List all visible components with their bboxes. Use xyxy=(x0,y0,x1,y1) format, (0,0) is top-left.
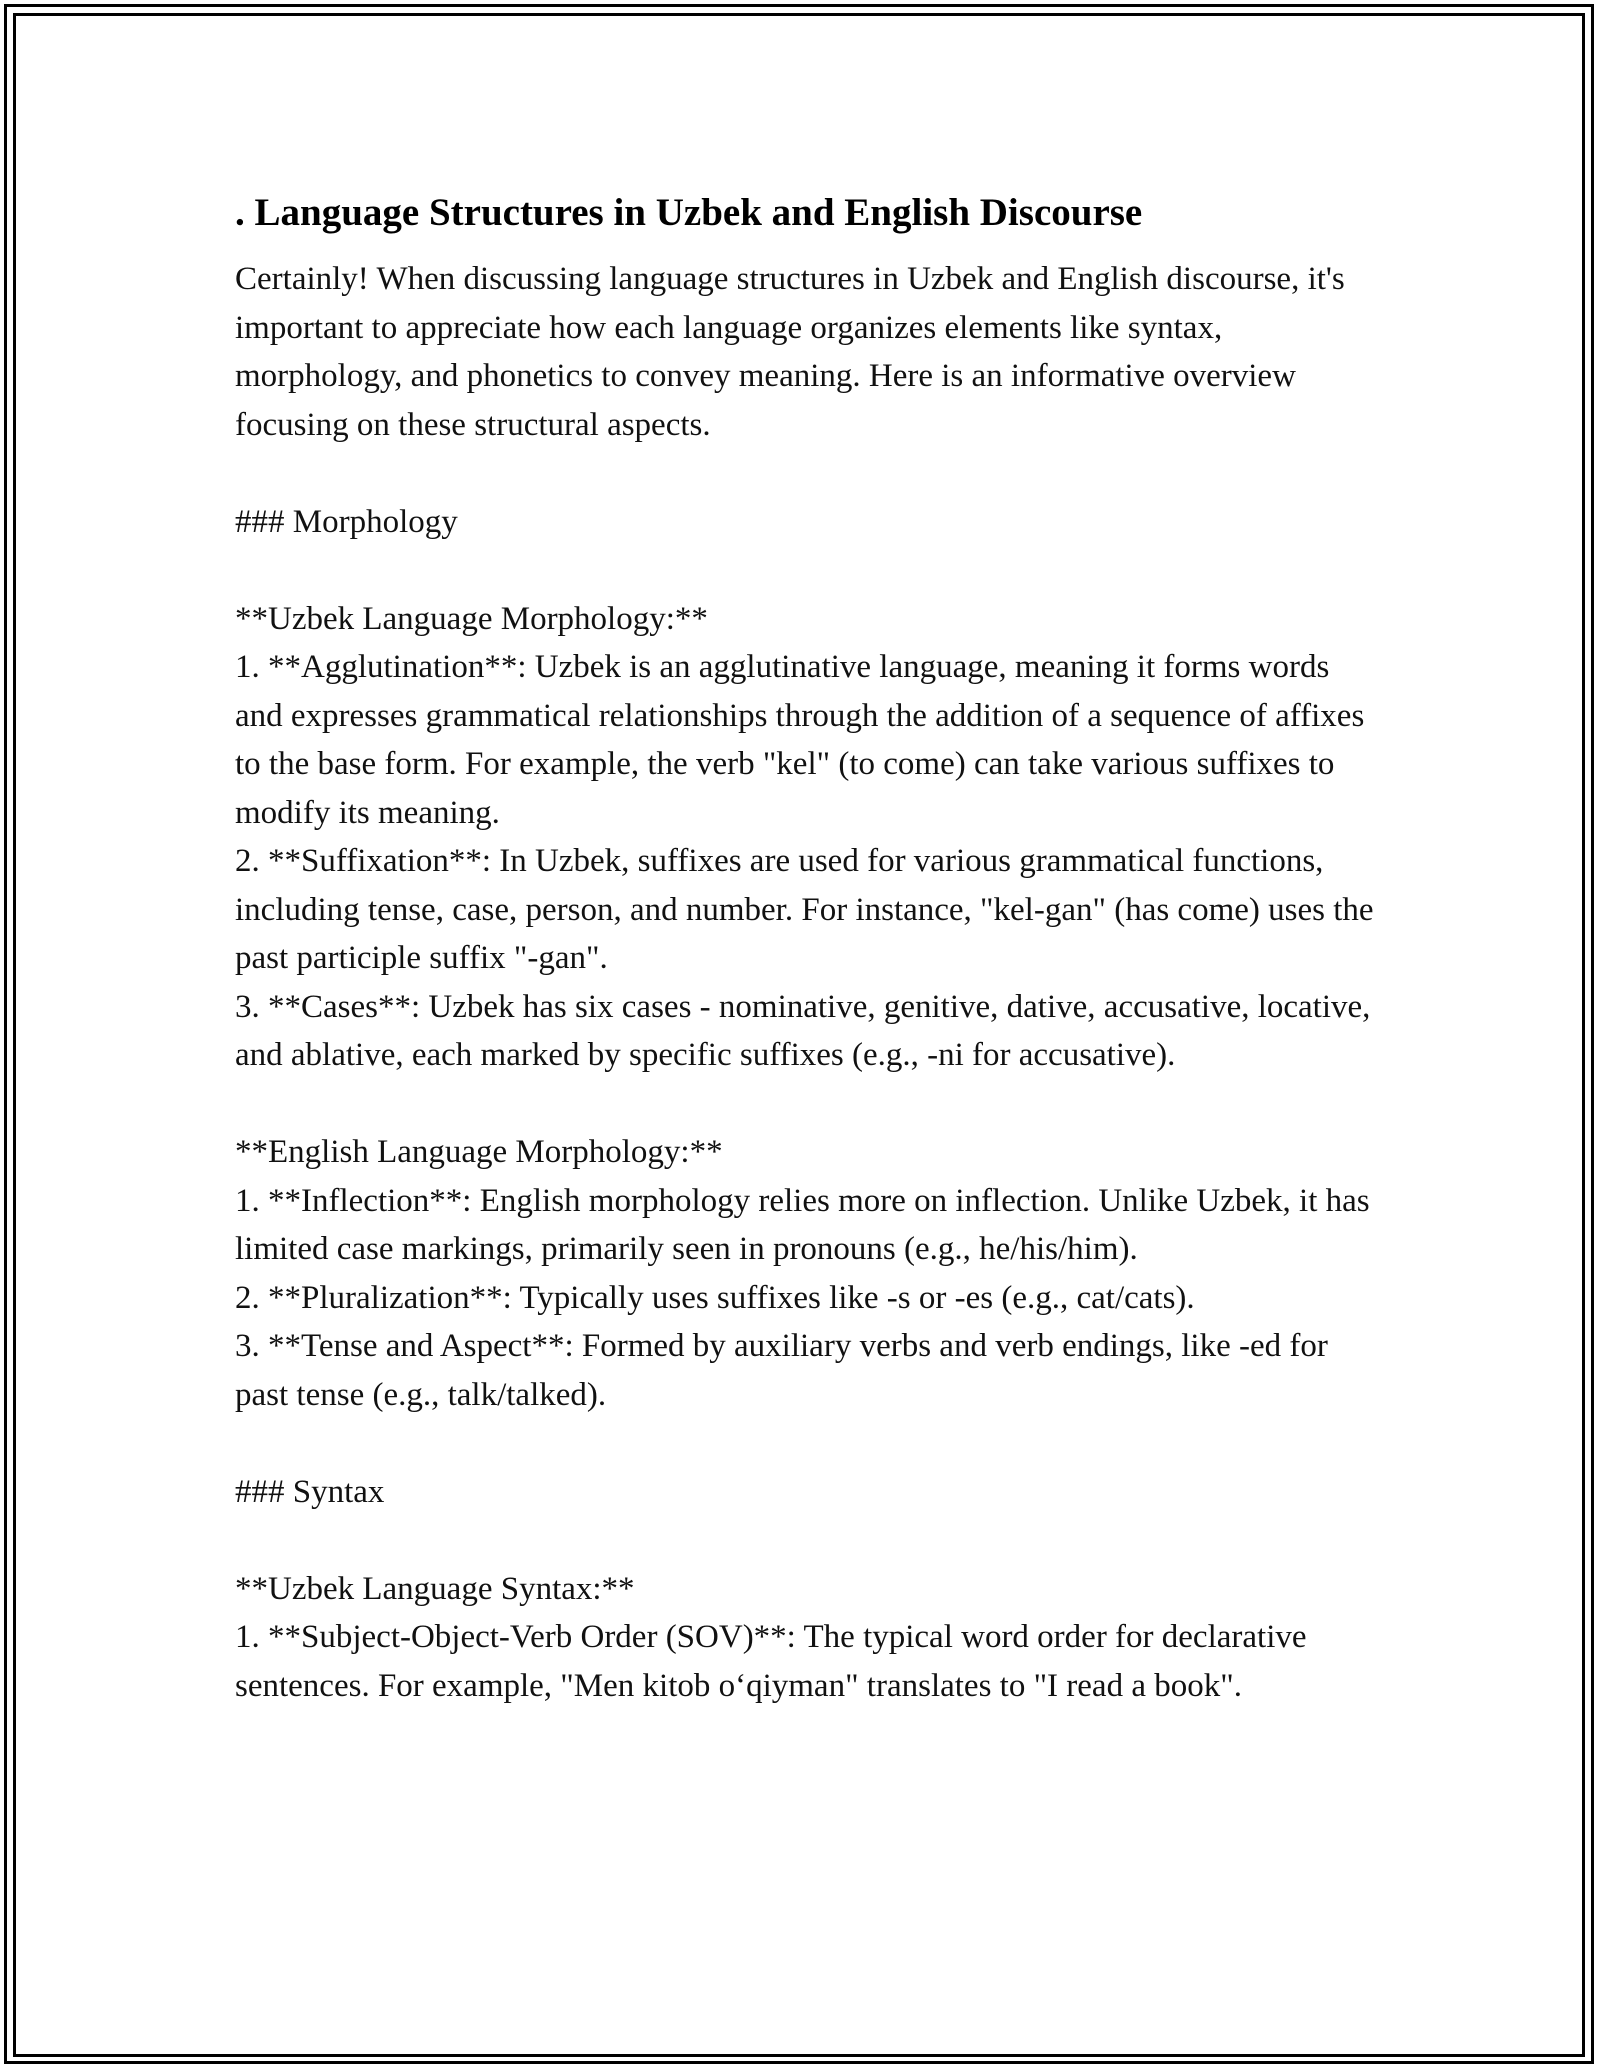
list-item: 3. **Cases**: Uzbek has six cases - nominative, genitive, dative, accusative, locative, and ablative, each marked by specific suffixes (e.g., -ni for accusative). xyxy=(235,988,1371,1073)
document-title: . Language Structures in Uzbek and English Discourse xyxy=(235,191,1143,234)
syntax-heading: ### Syntax xyxy=(235,1473,385,1510)
uzbek-syntax-heading: **Uzbek Language Syntax:** xyxy=(235,1570,635,1607)
intro-paragraph: Certainly! When discussing language structures in Uzbek and English discourse, it's important to appreciate how each language organizes elements like syntax, morphology, and phonetics to convey meaning. Here is an informative overview focusing on these structural aspects. xyxy=(235,261,1345,443)
list-item: 1. **Subject-Object-Verb Order (SOV)**: The typical word order for declarative sentences. For example, "Men kitob o‘qiyman" translates to "I read a book". xyxy=(235,1619,1307,1704)
uzbek-morphology-heading: **Uzbek Language Morphology:** xyxy=(235,600,708,637)
document-body xyxy=(235,185,1375,1710)
spacer xyxy=(235,1080,1375,1129)
list-item: 3. **Tense and Aspect**: Formed by auxiliary verbs and verb endings, like -ed for past tense (e.g., talk/talked). xyxy=(235,1328,1328,1413)
list-item: 1. **Inflection**: English morphology relies more on inflection. Unlike Uzbek, it has limited case markings, primarily seen in pronouns (e.g., he/his/him). xyxy=(235,1182,1370,1267)
spacer xyxy=(235,1419,1375,1468)
list-item: 1. **Agglutination**: Uzbek is an agglutinative language, meaning it forms words and expresses grammatical relationships through the addition of a sequence of affixes to the base form. For example, the verb "kel" (to come) can take various suffixes to modify its meaning. xyxy=(235,649,1365,831)
spacer xyxy=(235,449,1375,498)
morphology-heading: ### Morphology xyxy=(235,503,458,540)
spacer xyxy=(235,1516,1375,1565)
spacer xyxy=(235,546,1375,595)
english-morphology-heading: **English Language Morphology:** xyxy=(235,1134,723,1170)
list-item: 2. **Pluralization**: Typically uses suffixes like -s or -es (e.g., cat/cats). xyxy=(235,1279,1195,1316)
list-item: 2. **Suffixation**: In Uzbek, suffixes are used for various grammatical functions, including tense, case, person, and number. For instance, "kel-gan" (has come) uses the past participle suffix "-gan". xyxy=(235,843,1374,976)
